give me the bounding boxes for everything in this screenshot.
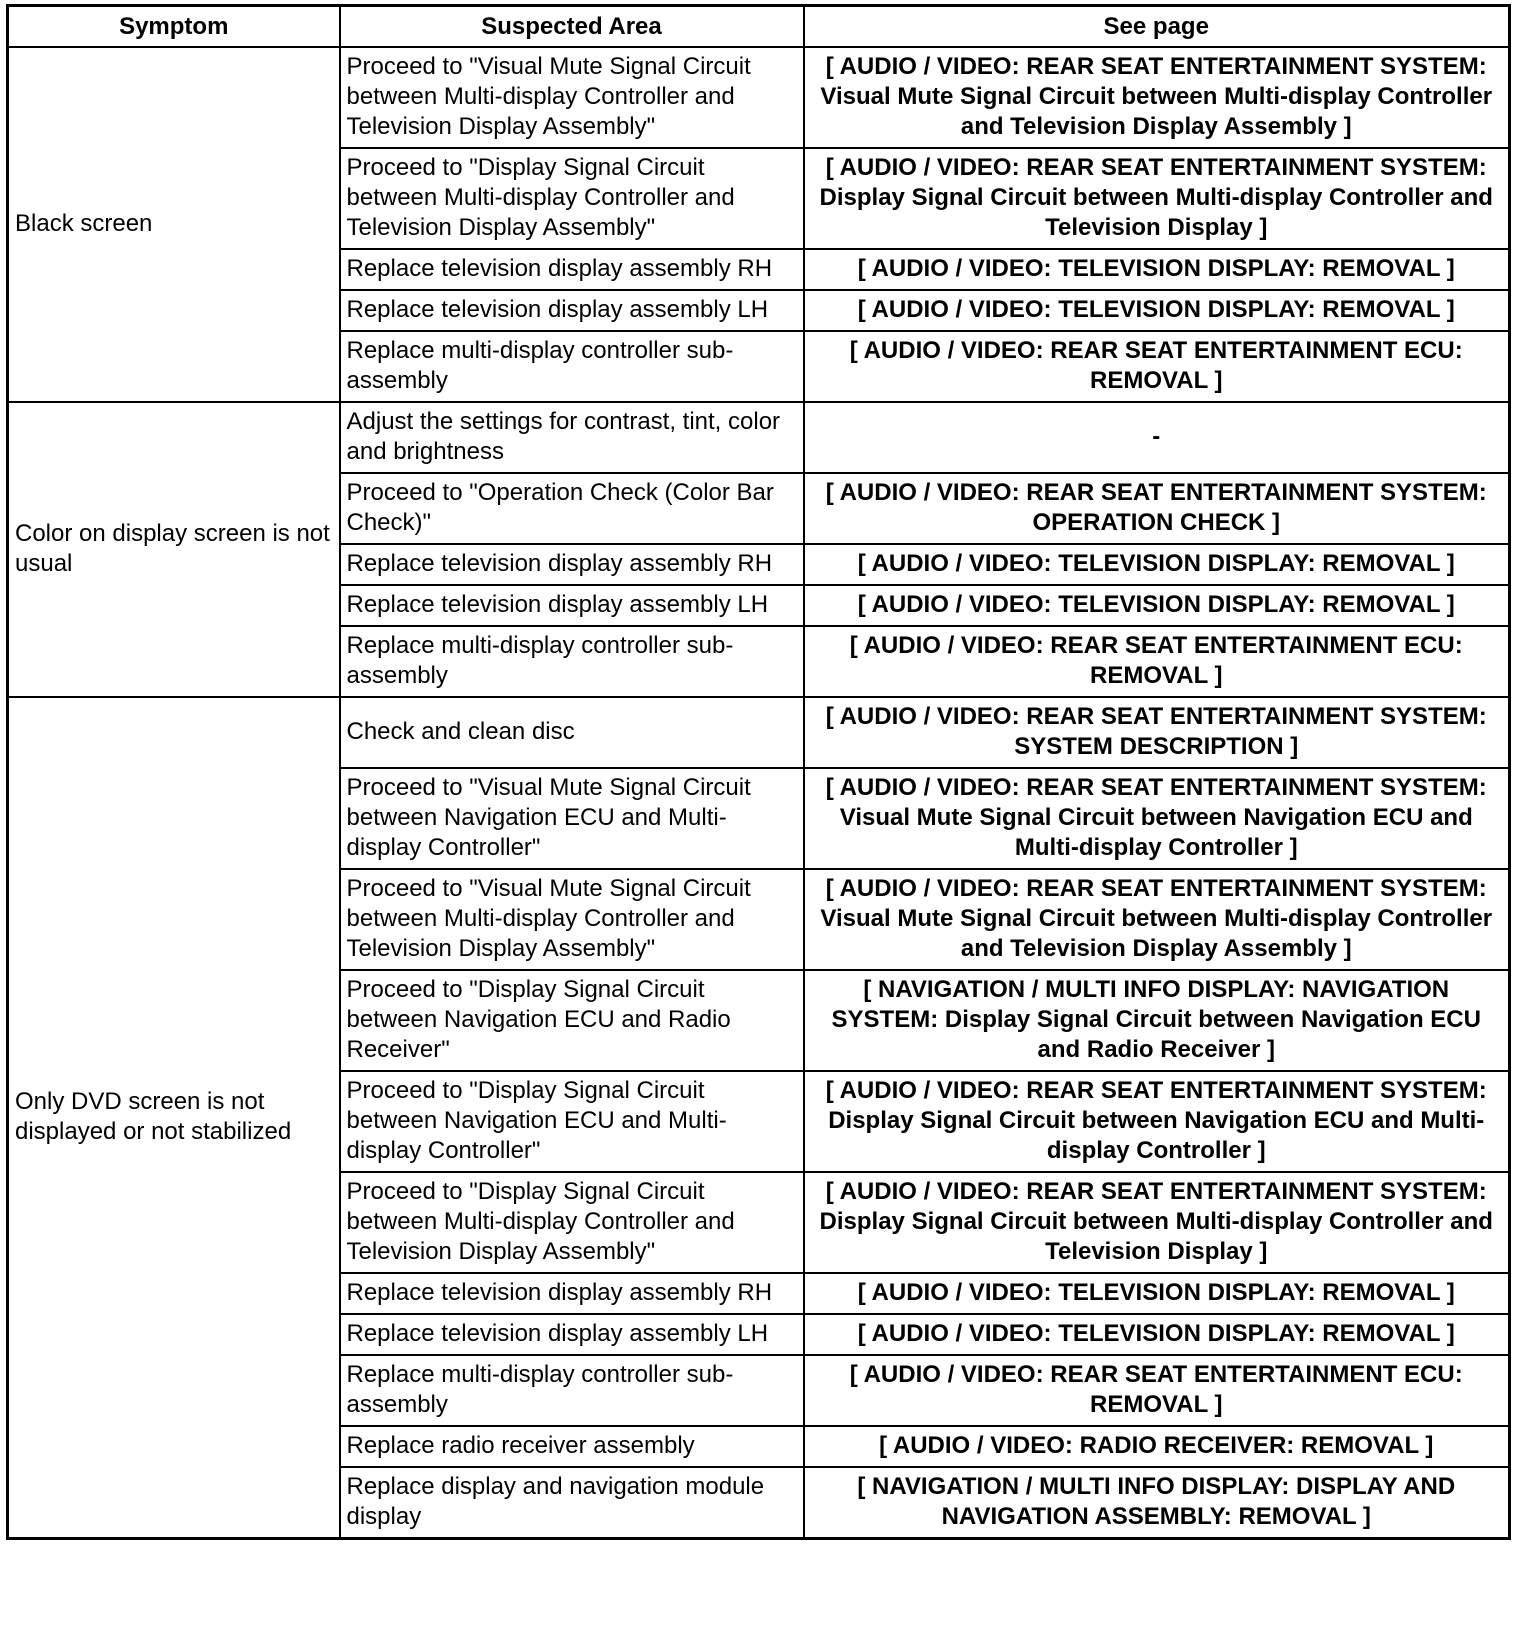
header-row: [8, 6, 1510, 48]
see-page-cell: [ AUDIO / VIDEO: REAR SEAT ENTERTAINMENT SYSTEM: Display Signal Circuit between Multi-display Controller and Television Display ]: [804, 1172, 1510, 1273]
suspected-area-cell: Proceed to "Visual Mute Signal Circuit between Multi-display Controller and Television Display Assembly": [340, 47, 804, 148]
see-page-cell: [ AUDIO / VIDEO: TELEVISION DISPLAY: REMOVAL ]: [804, 249, 1510, 290]
suspected-area-cell: Replace display and navigation module display: [340, 1467, 804, 1539]
suspected-area-cell: Replace multi-display controller sub-assembly: [340, 626, 804, 697]
suspected-area-cell: Proceed to "Display Signal Circuit between Multi-display Controller and Television Display Assembly": [340, 1172, 804, 1273]
suspected-area-cell: Replace television display assembly RH: [340, 544, 804, 585]
suspected-area-cell: Replace multi-display controller sub-assembly: [340, 1355, 804, 1426]
suspected-area-cell: Replace television display assembly LH: [340, 290, 804, 331]
suspected-area-cell: Replace radio receiver assembly: [340, 1426, 804, 1467]
see-page-cell: [ AUDIO / VIDEO: TELEVISION DISPLAY: REMOVAL ]: [804, 290, 1510, 331]
suspected-area-cell: Replace television display assembly LH: [340, 1314, 804, 1355]
see-page-cell: [ AUDIO / VIDEO: REAR SEAT ENTERTAINMENT SYSTEM: Visual Mute Signal Circuit between Multi-display Controller and Television Display Assembly ]: [804, 869, 1510, 970]
suspected-area-cell: Adjust the settings for contrast, tint, color and brightness: [340, 402, 804, 473]
see-page-cell: [ AUDIO / VIDEO: REAR SEAT ENTERTAINMENT ECU: REMOVAL ]: [804, 331, 1510, 402]
see-page-cell: [ AUDIO / VIDEO: REAR SEAT ENTERTAINMENT SYSTEM: Visual Mute Signal Circuit between Multi-display Controller and Television Display Assembly ]: [804, 47, 1510, 148]
see-page-cell: [ AUDIO / VIDEO: REAR SEAT ENTERTAINMENT SYSTEM: Display Signal Circuit between Multi-display Controller and Television Display ]: [804, 148, 1510, 249]
see-page-cell: [ AUDIO / VIDEO: REAR SEAT ENTERTAINMENT SYSTEM: SYSTEM DESCRIPTION ]: [804, 697, 1510, 768]
header-suspected-area: Suspected Area: [340, 6, 804, 48]
table-row: [8, 47, 1510, 148]
see-page-cell: [ AUDIO / VIDEO: REAR SEAT ENTERTAINMENT SYSTEM: Visual Mute Signal Circuit between Navigation ECU and Multi-display Controller ]: [804, 768, 1510, 869]
suspected-area-cell: Replace multi-display controller sub-assembly: [340, 331, 804, 402]
see-page-cell: [ AUDIO / VIDEO: REAR SEAT ENTERTAINMENT ECU: REMOVAL ]: [804, 626, 1510, 697]
symptom-cell: Color on display screen is not usual: [8, 402, 340, 697]
see-page-cell: -: [804, 402, 1510, 473]
symptom-cell: Black screen: [8, 47, 340, 402]
see-page-cell: [ AUDIO / VIDEO: TELEVISION DISPLAY: REMOVAL ]: [804, 585, 1510, 626]
table-row: [8, 697, 1510, 768]
suspected-area-cell: Proceed to "Display Signal Circuit between Multi-display Controller and Television Display Assembly": [340, 148, 804, 249]
see-page-cell: [ AUDIO / VIDEO: REAR SEAT ENTERTAINMENT SYSTEM: Display Signal Circuit between Navigation ECU and Multi-display Controller ]: [804, 1071, 1510, 1172]
header-see-page: See page: [804, 6, 1510, 48]
see-page-cell: [ AUDIO / VIDEO: REAR SEAT ENTERTAINMENT ECU: REMOVAL ]: [804, 1355, 1510, 1426]
see-page-cell: [ AUDIO / VIDEO: TELEVISION DISPLAY: REMOVAL ]: [804, 1314, 1510, 1355]
symptom-table: [6, 4, 1511, 1540]
suspected-area-cell: Proceed to "Operation Check (Color Bar Check)": [340, 473, 804, 544]
suspected-area-cell: Check and clean disc: [340, 697, 804, 768]
see-page-cell: [ NAVIGATION / MULTI INFO DISPLAY: DISPLAY AND NAVIGATION ASSEMBLY: REMOVAL ]: [804, 1467, 1510, 1539]
see-page-cell: [ AUDIO / VIDEO: RADIO RECEIVER: REMOVAL ]: [804, 1426, 1510, 1467]
suspected-area-cell: Replace television display assembly RH: [340, 249, 804, 290]
suspected-area-cell: Proceed to "Visual Mute Signal Circuit between Multi-display Controller and Television Display Assembly": [340, 869, 804, 970]
suspected-area-cell: Proceed to "Visual Mute Signal Circuit between Navigation ECU and Multi-display Controller": [340, 768, 804, 869]
suspected-area-cell: Proceed to "Display Signal Circuit between Navigation ECU and Radio Receiver": [340, 970, 804, 1071]
document-page: [6, 4, 1508, 1540]
see-page-cell: [ AUDIO / VIDEO: REAR SEAT ENTERTAINMENT SYSTEM: OPERATION CHECK ]: [804, 473, 1510, 544]
see-page-cell: [ AUDIO / VIDEO: TELEVISION DISPLAY: REMOVAL ]: [804, 544, 1510, 585]
header-symptom: Symptom: [8, 6, 340, 48]
see-page-cell: [ NAVIGATION / MULTI INFO DISPLAY: NAVIGATION SYSTEM: Display Signal Circuit between Navigation ECU and Radio Receiver ]: [804, 970, 1510, 1071]
symptom-cell: Only DVD screen is not displayed or not stabilized: [8, 697, 340, 1539]
suspected-area-cell: Replace television display assembly LH: [340, 585, 804, 626]
suspected-area-cell: Replace television display assembly RH: [340, 1273, 804, 1314]
table-row: [8, 402, 1510, 473]
table-body: [8, 47, 1510, 1539]
see-page-cell: [ AUDIO / VIDEO: TELEVISION DISPLAY: REMOVAL ]: [804, 1273, 1510, 1314]
suspected-area-cell: Proceed to "Display Signal Circuit between Navigation ECU and Multi-display Controller": [340, 1071, 804, 1172]
